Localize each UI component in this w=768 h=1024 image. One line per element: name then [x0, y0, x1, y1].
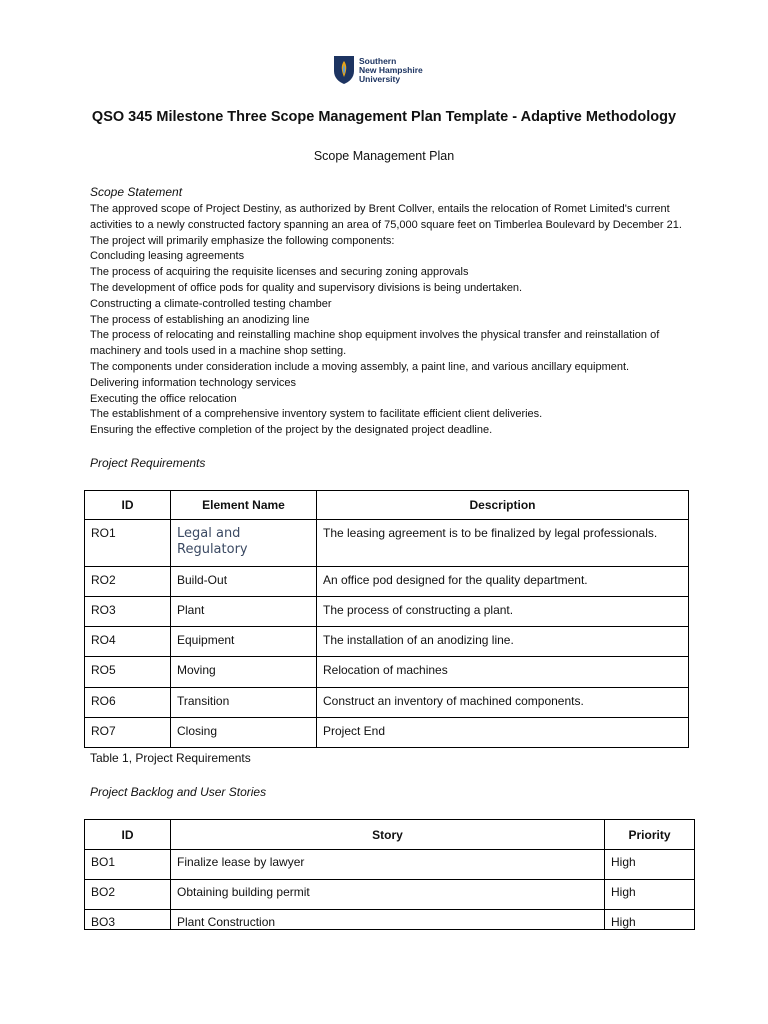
cell-priority: High [605, 910, 695, 930]
column-header-element-name: Element Name [171, 491, 317, 520]
table-row [85, 688, 689, 718]
cell-story: Obtaining building permit [171, 880, 605, 910]
list-item: The development of office pods for quality and supervisory divisions is being undertaken. [90, 281, 523, 294]
list-item: Delivering information technology services [90, 376, 297, 389]
column-header-id: ID [85, 820, 171, 850]
cell-description: Construct an inventory of machined components. [317, 688, 689, 718]
page-subtitle: Scope Management Plan [313, 149, 455, 163]
table-row [85, 597, 689, 627]
cell-story: Finalize lease by lawyer [171, 850, 605, 880]
logo-wordmark: Southern New Hampshire University [359, 55, 423, 84]
shield-icon [333, 55, 355, 85]
cell-description: The installation of an anodizing line. [317, 627, 689, 657]
cell-id: BO3 [85, 910, 171, 930]
list-item: The process of relocating and reinstalling machine shop equipment involves the physical transfer and reinstallation of machinery and tools used in a machine shop setting. [90, 329, 660, 358]
cell-description: The process of constructing a plant. [317, 597, 689, 627]
table-row [85, 657, 689, 688]
column-header-description: Description [317, 491, 689, 520]
cell-id: RO4 [85, 627, 171, 657]
cell-id: BO1 [85, 850, 171, 880]
scope-components-list [90, 249, 690, 439]
cell-id: RO7 [85, 718, 171, 748]
table-header-row [85, 491, 689, 520]
university-logo [333, 55, 423, 85]
cell-description: The leasing agreement is to be finalized by legal professionals. [317, 520, 689, 567]
table-caption: Table 1, Project Requirements [90, 751, 251, 765]
cell-id: RO2 [85, 567, 171, 597]
backlog-heading: Project Backlog and User Stories [90, 785, 267, 799]
list-item: Concluding leasing agreements [90, 250, 245, 263]
cell-description: Project End [317, 718, 689, 748]
cell-description: Relocation of machines [317, 657, 689, 688]
cell-priority: High [605, 850, 695, 880]
column-header-priority: Priority [605, 820, 695, 850]
cell-description: An office pod designed for the quality department. [317, 567, 689, 597]
cell-element-name: Transition [171, 688, 317, 718]
column-header-story: Story [171, 820, 605, 850]
table-row [85, 520, 689, 567]
scope-intro: The approved scope of Project Destiny, as authorized by Brent Collver, entails the relocation of Romet Limited's current activities to a newly constructed factory spanning an area of 75,000 square feet on Timberlea Boulevard by December 21. The project will primarily emphasize the following components: [90, 203, 682, 247]
cell-element-name: Build-Out [171, 567, 317, 597]
table-header-row [85, 820, 695, 850]
cell-id: RO1 [85, 520, 171, 567]
table-row [85, 718, 689, 748]
list-item: The process of establishing an anodizing line [90, 313, 310, 326]
cell-id: RO6 [85, 688, 171, 718]
table-row [85, 880, 695, 910]
cell-element-name: Closing [171, 718, 317, 748]
cell-id: RO3 [85, 597, 171, 627]
requirements-table [84, 490, 689, 748]
cell-id: RO5 [85, 657, 171, 688]
list-item: Constructing a climate-controlled testing chamber [90, 297, 332, 310]
backlog-table [84, 819, 695, 930]
table-row [85, 910, 695, 930]
cell-id: BO2 [85, 880, 171, 910]
cell-element-name: Moving [171, 657, 317, 688]
list-item: The components under consideration include a moving assembly, a paint line, and various ancillary equipment. [90, 360, 630, 373]
cell-priority: High [605, 880, 695, 910]
scope-statement [90, 202, 690, 439]
table-row [85, 850, 695, 880]
list-item: The process of acquiring the requisite licenses and securing zoning approvals [90, 266, 469, 279]
list-item: Ensuring the effective completion of the project by the designated project deadline. [90, 424, 493, 437]
table-row [85, 627, 689, 657]
list-item: The establishment of a comprehensive inventory system to facilitate efficient client deliveries. [90, 408, 543, 421]
scope-statement-heading: Scope Statement [90, 185, 183, 199]
column-header-id: ID [85, 491, 171, 520]
cell-element-name: Plant [171, 597, 317, 627]
table-row [85, 567, 689, 597]
project-requirements-heading: Project Requirements [90, 456, 206, 470]
cell-story: Plant Construction [171, 910, 605, 930]
cell-element-name: Equipment [171, 627, 317, 657]
cell-element-name: Legal and Regulatory [171, 520, 317, 567]
page-title: QSO 345 Milestone Three Scope Management Plan Template - Adaptive Methodology [91, 109, 677, 125]
list-item: Executing the office relocation [90, 392, 237, 405]
